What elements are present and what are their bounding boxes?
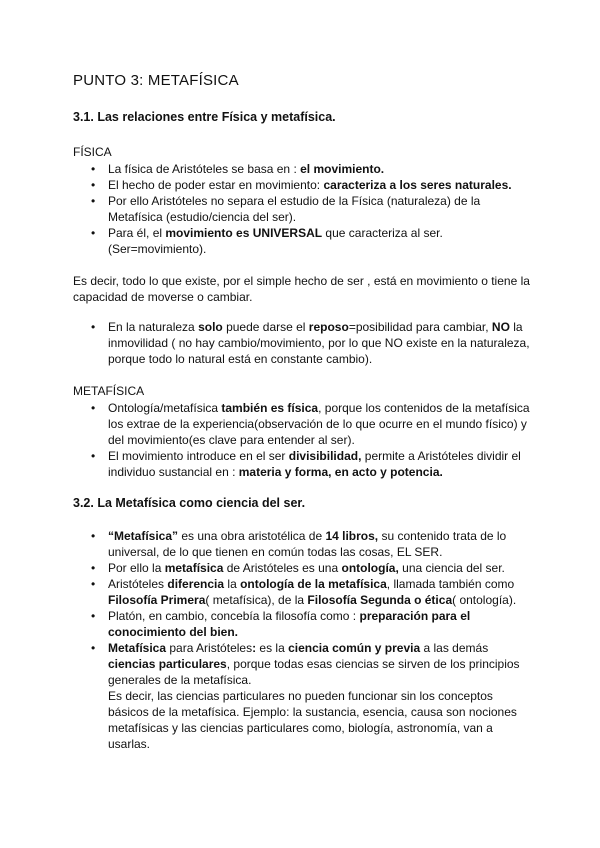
- list-item: • El hecho de poder estar en movimiento: caracteriza a los seres naturales.: [73, 177, 533, 193]
- list-item: • Metafísica para Aristóteles: es la ciencia común y previa a las demás ciencias particulares, porque todas esas ciencias se sirven de los principios generales de la metafísica. Es decir, las ciencias particulares no pueden funcionar sin los conceptos básicos de la metafísica. Ejemplo: la sustancia, esencia, causa son nociones metafísicas y las ciencias particulares como, biología, astronomía, van a usarlas.: [73, 640, 533, 752]
- section-3-2-heading: 3.2. La Metafísica como ciencia del ser.: [73, 496, 306, 510]
- list-item: • Ontología/metafísica también es física, porque los contenidos de la metafísica los extrae de la experiencia(observación de lo que ocurre en el mundo físico) y del movimiento(es clave para entender al ser).: [73, 400, 533, 448]
- list-item: • Por ello la metafísica de Aristóteles es una ontología, una ciencia del ser.: [73, 560, 533, 576]
- metafisica-label: METAFÍSICA: [73, 384, 145, 398]
- fisica-label: FÍSICA: [73, 145, 112, 159]
- fisica-list: [73, 161, 533, 257]
- list-item: • Para él, el movimiento es UNIVERSAL que caracteriza al ser. (Ser=movimiento).: [73, 225, 533, 257]
- metafisica-list: [73, 400, 533, 480]
- list-item: • Aristóteles diferencia la ontología de la metafísica, llamada también como Filosofía Primera( metafísica), de la Filosofía Segunda o ética( ontología).: [73, 576, 533, 608]
- section-3-1-heading: 3.1. Las relaciones entre Física y metafísica.: [73, 110, 336, 124]
- list-item-continuation: Es decir, las ciencias particulares no pueden funcionar sin los conceptos básicos de la metafísica. Ejemplo: la sustancia, esencia, causa son nociones metafísicas y las ciencias particulares como, biología, astronomía, van a usarlas.: [108, 689, 517, 751]
- list-item: • Por ello Aristóteles no separa el estudio de la Física (naturaleza) de la Metafísica (estudio/ciencia del ser).: [73, 193, 533, 225]
- list-item: • La física de Aristóteles se basa en : el movimiento.: [73, 161, 533, 177]
- page-title: PUNTO 3: METAFÍSICA: [73, 72, 239, 89]
- naturaleza-list: [73, 319, 533, 367]
- list-item: • “Metafísica” es una obra aristotélica de 14 libros, su contenido trata de lo universal, de lo que tienen en común todas las cosas, EL SER.: [73, 528, 533, 560]
- paragraph-es-decir: Es decir, todo lo que existe, por el simple hecho de ser , está en movimiento o tiene la capacidad de moverse o cambiar.: [73, 274, 530, 304]
- list-item: • El movimiento introduce en el ser divisibilidad, permite a Aristóteles dividir el individuo sustancial en : materia y forma, en acto y potencia.: [73, 448, 533, 480]
- list-item: • Platón, en cambio, concebía la filosofía como : preparación para el conocimiento del bien.: [73, 608, 533, 640]
- list-item: • En la naturaleza solo puede darse el reposo=posibilidad para cambiar, NO la inmovilidad ( no hay cambio/movimiento, por lo que NO existe en la naturaleza, porque todo lo natural está en constante cambio).: [73, 319, 533, 367]
- ciencia-list: [73, 528, 533, 752]
